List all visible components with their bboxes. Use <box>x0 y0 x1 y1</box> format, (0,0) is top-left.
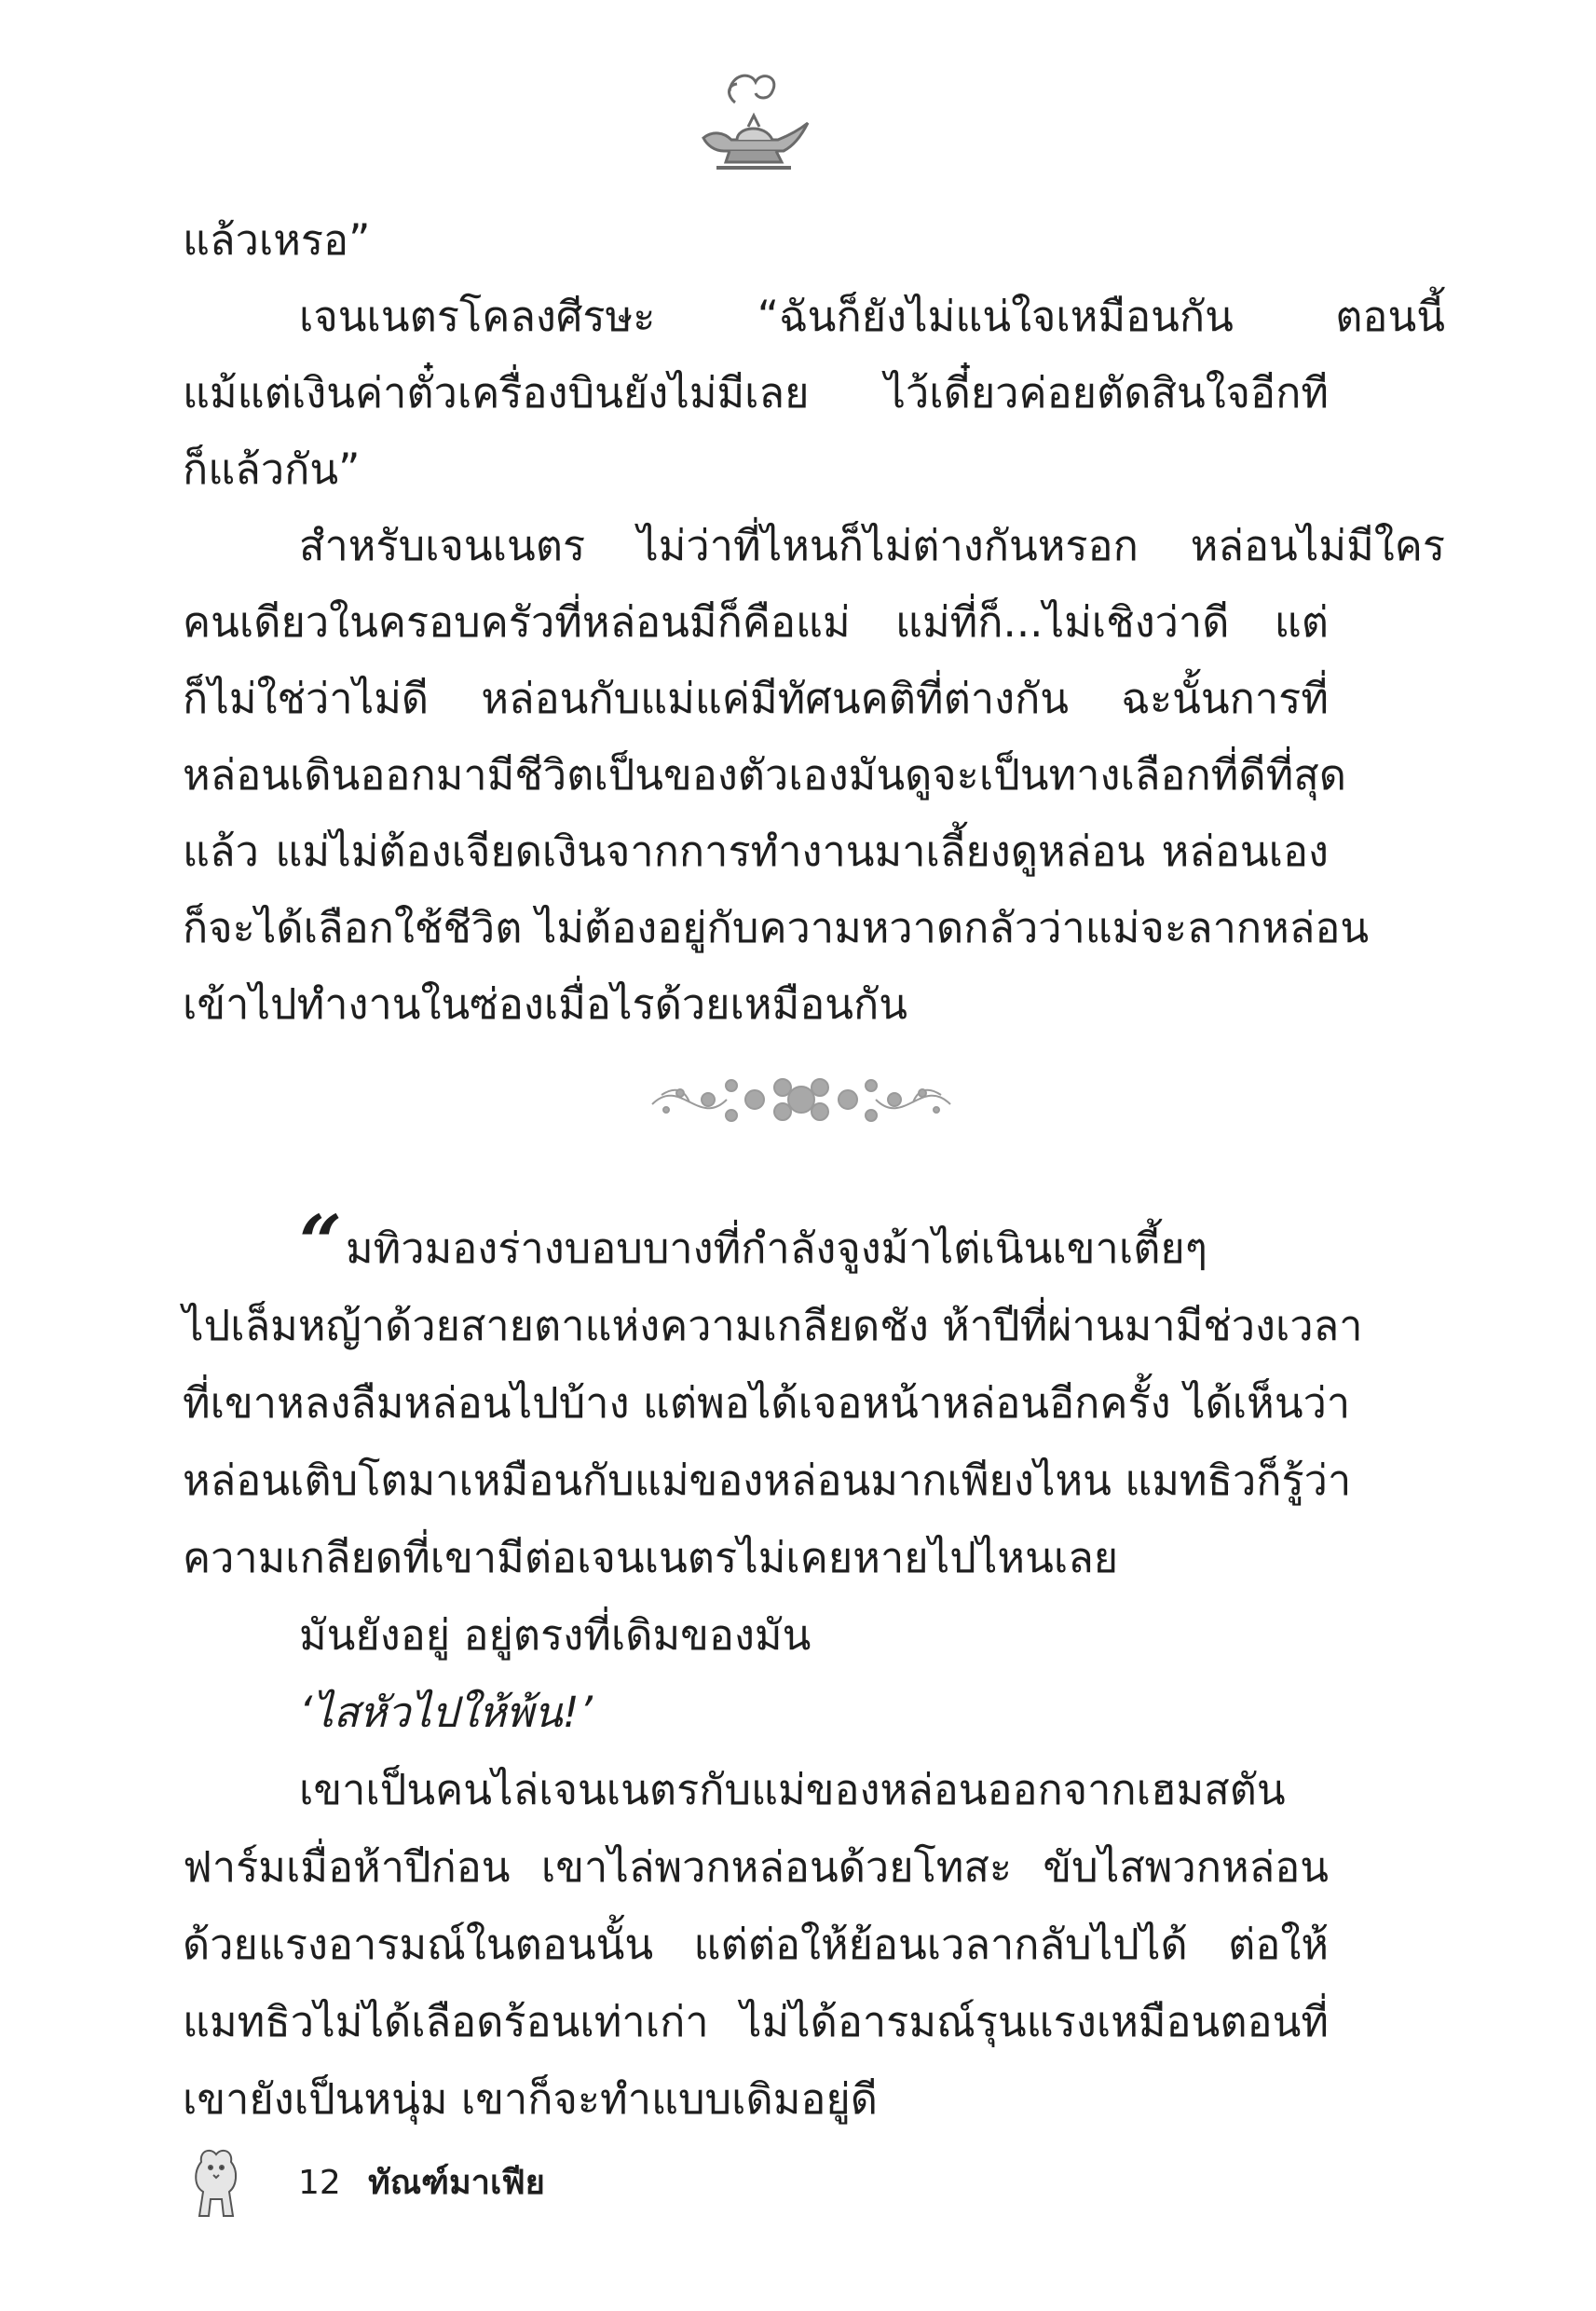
text-line: ‘ไสหัวไปให้พ้น!’ <box>299 1688 593 1737</box>
text-line: ที่เขาหลงลืมหล่อนไปบ้าง แต่พอได้เจอหน้าหล่อนอีกครั้ง ได้เห็นว่า <box>183 1378 1351 1428</box>
text-line: แล้ว แม่ไม่ต้องเจียดเงินจากการทำงานมาเลี้ยงดูหล่อน หล่อนเอง <box>183 827 1329 876</box>
text-line: เจนเนตรโคลงศีรษะ “ฉันก็ยังไม่แน่ใจเหมือนกัน ตอนนี้ <box>299 292 1445 341</box>
dog-icon <box>183 2143 255 2222</box>
text-line: สำหรับเจนเนตร ไม่ว่าที่ไหนก็ไม่ต่างกันหรอก หล่อนไม่มีใคร <box>299 521 1445 570</box>
text-line: ด้วยแรงอารมณ์ในตอนนั้น แต่ต่อให้ย้อนเวลากลับไปได้ ต่อให้ <box>183 1920 1329 1969</box>
book-title: ทัณฑ์มาเฟีย <box>368 2164 545 2202</box>
text-line: คนเดียวในครอบครัวที่หล่อนมีก็คือแม่ แม่ที่ก็...ไม่เชิงว่าดี แต่ <box>183 597 1329 647</box>
text-line: ไปเล็มหญ้าด้วยสายตาแห่งความเกลียดชัง ห้าปีที่ผ่านมามีช่วงเวลา <box>183 1301 1363 1350</box>
page-number: 12 <box>298 2164 341 2202</box>
text-line: ก็ไม่ใช่ว่าไม่ดี หล่อนกับแม่แค่มีทัศนคติที่ต่างกัน ฉะนั้นการที่ <box>183 674 1329 723</box>
text-line: แล้วเหรอ” <box>183 215 371 265</box>
quote-mark-icon: “ <box>299 1198 343 1286</box>
floral-divider-icon <box>643 1048 960 1151</box>
genie-lamp-icon <box>675 65 825 182</box>
text-line: เขายังเป็นหนุ่ม เขาก็จะทำแบบเดิมอยู่ดี <box>183 2074 878 2124</box>
text-line: เขาเป็นคนไล่เจนเนตรกับแม่ของหล่อนออกจากเฮมสตัน <box>299 1765 1286 1814</box>
text-line <box>183 1198 1445 1286</box>
text-line: แม้แต่เงินค่าตั๋วเครื่องบินยังไม่มีเลย ไว้เดี๋ยวค่อยตัดสินใจอีกที <box>183 368 1329 417</box>
text-line: แมทธิวไม่ได้เลือดร้อนเท่าเก่า ไม่ได้อารมณ์รุนแรงเหมือนตอนที่ <box>183 1997 1329 2046</box>
text-line: ฟาร์มเมื่อห้าปีก่อน เขาไล่พวกหล่อนด้วยโทสะ ขับไสพวกหล่อน <box>183 1842 1329 1892</box>
text-line: ความเกลียดที่เขามีต่อเจนเนตรไม่เคยหายไปไหนเลย <box>183 1533 1119 1582</box>
text-line: มันยังอยู่ อยู่ตรงที่เดิมของมัน <box>299 1610 812 1660</box>
text-line: ก็จะได้เลือกใช้ชีวิต ไม่ต้องอยู่กับความหวาดกลัวว่าแม่จะลากหล่อน <box>183 903 1370 952</box>
text-line: ก็แล้วกัน” <box>183 444 361 494</box>
text-line: หล่อนเติบโตมาเหมือนกับแม่ของหล่อนมากเพียงไหน แมทธิวก็รู้ว่า <box>183 1456 1352 1505</box>
text-line-content: มทิวมองร่างบอบบางที่กำลังจูงม้าไต่เนินเขาเตี้ยๆ <box>346 1224 1207 1273</box>
text-line: หล่อนเดินออกมามีชีวิตเป็นของตัวเองมันดูจะเป็นทางเลือกที่ดีที่สุด <box>183 750 1346 800</box>
text-line: เข้าไปทำงานในซ่องเมื่อไรด้วยเหมือนกัน <box>183 979 908 1029</box>
